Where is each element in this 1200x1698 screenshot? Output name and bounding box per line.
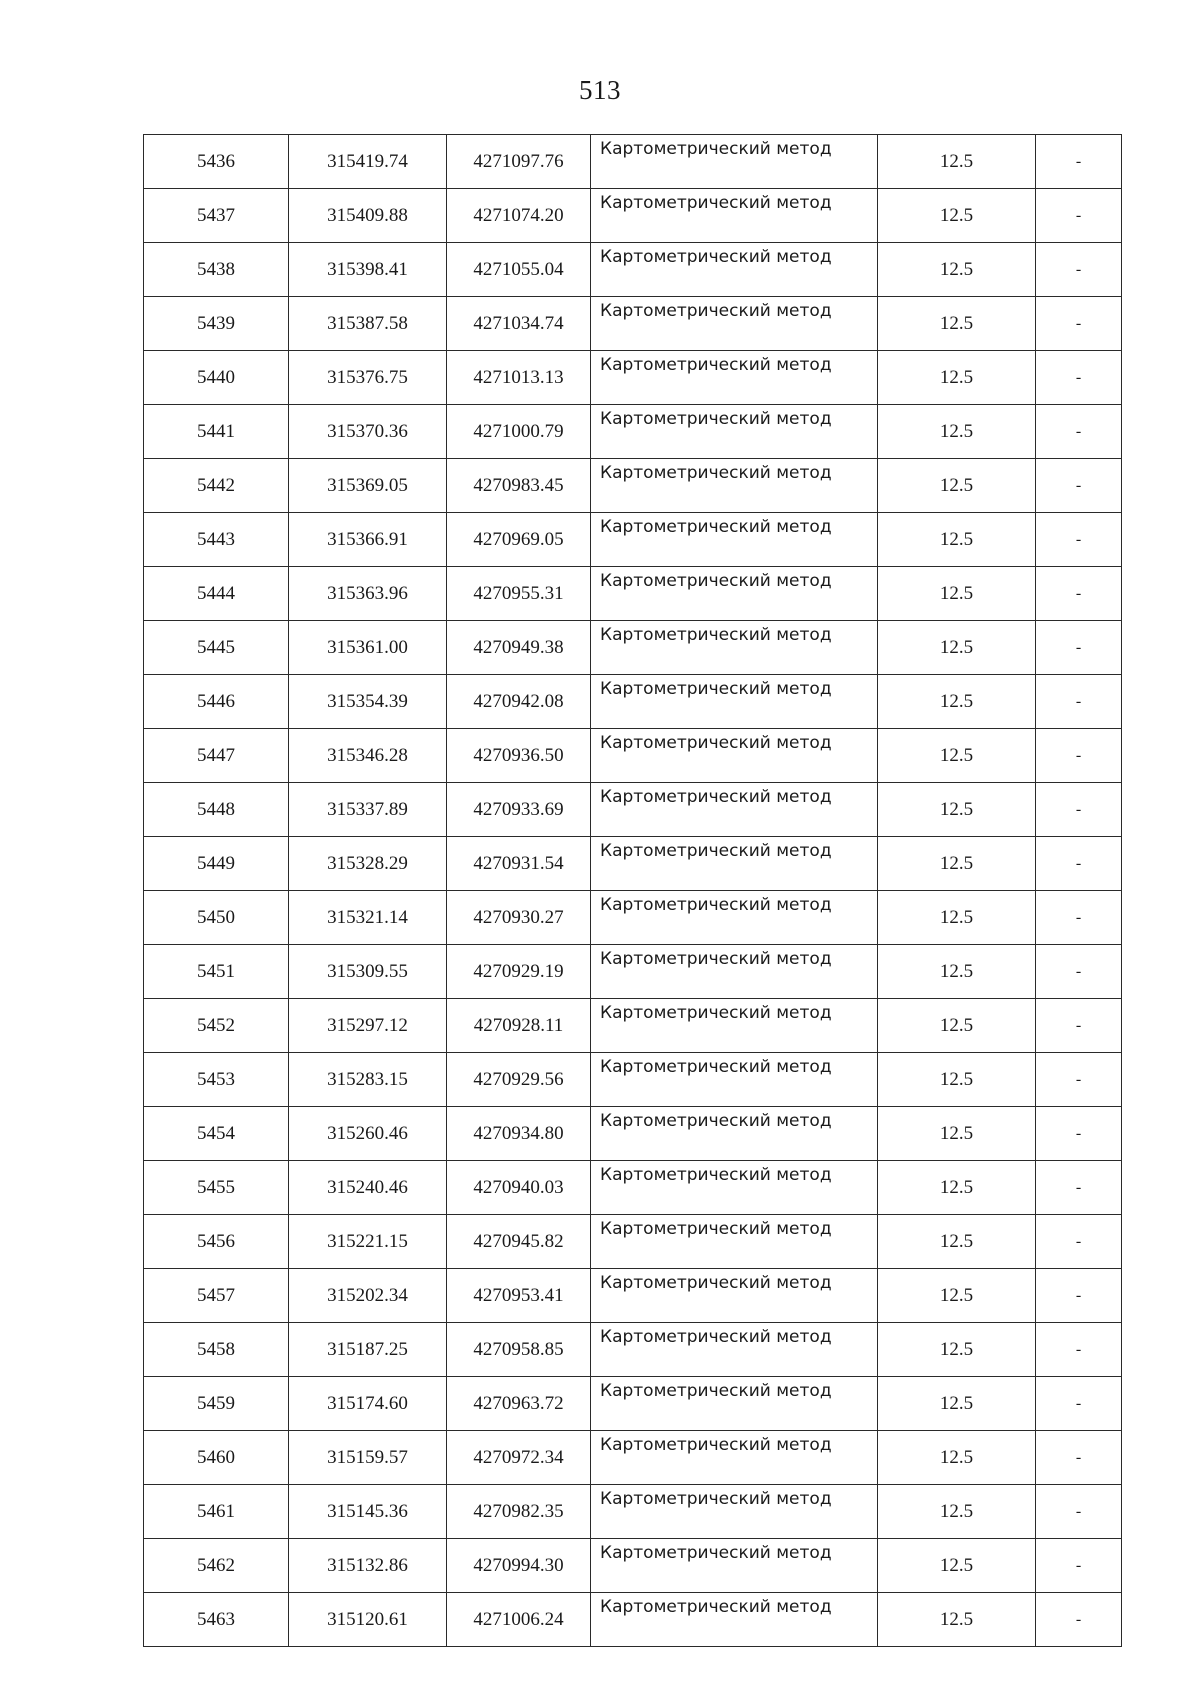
accuracy-cell: 12.5 (878, 1215, 1036, 1269)
method-cell: Картометрический метод (591, 1269, 878, 1323)
table-row (144, 837, 1122, 891)
method-cell: Картометрический метод (591, 1323, 878, 1377)
accuracy-cell: 12.5 (878, 999, 1036, 1053)
y-coordinate-cell: 4271074.20 (447, 189, 591, 243)
method-cell: Картометрический метод (591, 459, 878, 513)
note-cell: - (1036, 189, 1122, 243)
table-row (144, 135, 1122, 189)
x-coordinate-cell: 315354.39 (289, 675, 447, 729)
x-coordinate-cell: 315409.88 (289, 189, 447, 243)
point-number-cell: 5445 (144, 621, 289, 675)
note-cell: - (1036, 621, 1122, 675)
accuracy-cell: 12.5 (878, 567, 1036, 621)
point-number-cell: 5462 (144, 1539, 289, 1593)
table-row (144, 1215, 1122, 1269)
table-row (144, 621, 1122, 675)
method-cell: Картометрический метод (591, 1431, 878, 1485)
note-cell: - (1036, 783, 1122, 837)
y-coordinate-cell: 4270929.56 (447, 1053, 591, 1107)
point-number-cell: 5456 (144, 1215, 289, 1269)
method-cell: Картометрический метод (591, 621, 878, 675)
y-coordinate-cell: 4270969.05 (447, 513, 591, 567)
x-coordinate-cell: 315145.36 (289, 1485, 447, 1539)
method-cell: Картометрический метод (591, 1107, 878, 1161)
method-cell: Картометрический метод (591, 405, 878, 459)
x-coordinate-cell: 315363.96 (289, 567, 447, 621)
table-row (144, 1161, 1122, 1215)
table-row (144, 405, 1122, 459)
accuracy-cell: 12.5 (878, 243, 1036, 297)
point-number-cell: 5463 (144, 1593, 289, 1647)
accuracy-cell: 12.5 (878, 189, 1036, 243)
y-coordinate-cell: 4271006.24 (447, 1593, 591, 1647)
note-cell: - (1036, 1269, 1122, 1323)
y-coordinate-cell: 4270972.34 (447, 1431, 591, 1485)
note-cell: - (1036, 405, 1122, 459)
table-row (144, 891, 1122, 945)
x-coordinate-cell: 315132.86 (289, 1539, 447, 1593)
point-number-cell: 5440 (144, 351, 289, 405)
point-number-cell: 5451 (144, 945, 289, 999)
x-coordinate-cell: 315221.15 (289, 1215, 447, 1269)
note-cell: - (1036, 891, 1122, 945)
accuracy-cell: 12.5 (878, 1431, 1036, 1485)
note-cell: - (1036, 513, 1122, 567)
accuracy-cell: 12.5 (878, 1161, 1036, 1215)
x-coordinate-cell: 315328.29 (289, 837, 447, 891)
point-number-cell: 5444 (144, 567, 289, 621)
point-number-cell: 5459 (144, 1377, 289, 1431)
y-coordinate-cell: 4271034.74 (447, 297, 591, 351)
table-row (144, 459, 1122, 513)
method-cell: Картометрический метод (591, 783, 878, 837)
point-number-cell: 5461 (144, 1485, 289, 1539)
accuracy-cell: 12.5 (878, 135, 1036, 189)
accuracy-cell: 12.5 (878, 945, 1036, 999)
note-cell: - (1036, 351, 1122, 405)
x-coordinate-cell: 315361.00 (289, 621, 447, 675)
method-cell: Картометрический метод (591, 1539, 878, 1593)
method-cell: Картометрический метод (591, 891, 878, 945)
table-row (144, 1107, 1122, 1161)
method-cell: Картометрический метод (591, 945, 878, 999)
y-coordinate-cell: 4270949.38 (447, 621, 591, 675)
table-row (144, 1377, 1122, 1431)
accuracy-cell: 12.5 (878, 513, 1036, 567)
method-cell: Картометрический метод (591, 1053, 878, 1107)
table-row (144, 1323, 1122, 1377)
point-number-cell: 5446 (144, 675, 289, 729)
table-row (144, 567, 1122, 621)
accuracy-cell: 12.5 (878, 297, 1036, 351)
x-coordinate-cell: 315419.74 (289, 135, 447, 189)
x-coordinate-cell: 315387.58 (289, 297, 447, 351)
x-coordinate-cell: 315174.60 (289, 1377, 447, 1431)
y-coordinate-cell: 4271000.79 (447, 405, 591, 459)
accuracy-cell: 12.5 (878, 1485, 1036, 1539)
point-number-cell: 5436 (144, 135, 289, 189)
method-cell: Картометрический метод (591, 567, 878, 621)
method-cell: Картометрический метод (591, 1377, 878, 1431)
table-row (144, 189, 1122, 243)
y-coordinate-cell: 4270928.11 (447, 999, 591, 1053)
point-number-cell: 5441 (144, 405, 289, 459)
x-coordinate-cell: 315321.14 (289, 891, 447, 945)
note-cell: - (1036, 243, 1122, 297)
note-cell: - (1036, 1053, 1122, 1107)
method-cell: Картометрический метод (591, 675, 878, 729)
accuracy-cell: 12.5 (878, 351, 1036, 405)
note-cell: - (1036, 297, 1122, 351)
method-cell: Картометрический метод (591, 513, 878, 567)
point-number-cell: 5455 (144, 1161, 289, 1215)
x-coordinate-cell: 315159.57 (289, 1431, 447, 1485)
point-number-cell: 5443 (144, 513, 289, 567)
x-coordinate-cell: 315398.41 (289, 243, 447, 297)
note-cell: - (1036, 729, 1122, 783)
x-coordinate-cell: 315240.46 (289, 1161, 447, 1215)
method-cell: Картометрический метод (591, 729, 878, 783)
y-coordinate-cell: 4271055.04 (447, 243, 591, 297)
x-coordinate-cell: 315346.28 (289, 729, 447, 783)
note-cell: - (1036, 945, 1122, 999)
page-number: 513 (579, 75, 621, 105)
table-row (144, 1485, 1122, 1539)
y-coordinate-cell: 4271097.76 (447, 135, 591, 189)
table-row (144, 675, 1122, 729)
table-row (144, 999, 1122, 1053)
table-row (144, 243, 1122, 297)
table-row (144, 1539, 1122, 1593)
method-cell: Картометрический метод (591, 837, 878, 891)
note-cell: - (1036, 837, 1122, 891)
table-row (144, 729, 1122, 783)
x-coordinate-cell: 315309.55 (289, 945, 447, 999)
y-coordinate-cell: 4270929.19 (447, 945, 591, 999)
note-cell: - (1036, 459, 1122, 513)
method-cell: Картометрический метод (591, 1161, 878, 1215)
accuracy-cell: 12.5 (878, 1323, 1036, 1377)
table-row (144, 1431, 1122, 1485)
x-coordinate-cell: 315283.15 (289, 1053, 447, 1107)
note-cell: - (1036, 567, 1122, 621)
x-coordinate-cell: 315187.25 (289, 1323, 447, 1377)
y-coordinate-cell: 4270958.85 (447, 1323, 591, 1377)
table-row (144, 1269, 1122, 1323)
x-coordinate-cell: 315369.05 (289, 459, 447, 513)
accuracy-cell: 12.5 (878, 1539, 1036, 1593)
method-cell: Картометрический метод (591, 1593, 878, 1647)
note-cell: - (1036, 1107, 1122, 1161)
coordinates-table (143, 134, 1122, 1647)
point-number-cell: 5448 (144, 783, 289, 837)
y-coordinate-cell: 4270936.50 (447, 729, 591, 783)
table-row (144, 297, 1122, 351)
note-cell: - (1036, 1377, 1122, 1431)
y-coordinate-cell: 4270933.69 (447, 783, 591, 837)
accuracy-cell: 12.5 (878, 1593, 1036, 1647)
y-coordinate-cell: 4271013.13 (447, 351, 591, 405)
x-coordinate-cell: 315297.12 (289, 999, 447, 1053)
y-coordinate-cell: 4270963.72 (447, 1377, 591, 1431)
point-number-cell: 5437 (144, 189, 289, 243)
method-cell: Картометрический метод (591, 243, 878, 297)
x-coordinate-cell: 315366.91 (289, 513, 447, 567)
point-number-cell: 5453 (144, 1053, 289, 1107)
x-coordinate-cell: 315370.36 (289, 405, 447, 459)
point-number-cell: 5460 (144, 1431, 289, 1485)
y-coordinate-cell: 4270994.30 (447, 1539, 591, 1593)
table-row (144, 513, 1122, 567)
x-coordinate-cell: 315376.75 (289, 351, 447, 405)
note-cell: - (1036, 999, 1122, 1053)
accuracy-cell: 12.5 (878, 783, 1036, 837)
note-cell: - (1036, 1593, 1122, 1647)
point-number-cell: 5452 (144, 999, 289, 1053)
note-cell: - (1036, 1485, 1122, 1539)
table-row (144, 351, 1122, 405)
accuracy-cell: 12.5 (878, 459, 1036, 513)
point-number-cell: 5457 (144, 1269, 289, 1323)
y-coordinate-cell: 4270930.27 (447, 891, 591, 945)
x-coordinate-cell: 315202.34 (289, 1269, 447, 1323)
accuracy-cell: 12.5 (878, 891, 1036, 945)
note-cell: - (1036, 1161, 1122, 1215)
point-number-cell: 5447 (144, 729, 289, 783)
y-coordinate-cell: 4270942.08 (447, 675, 591, 729)
method-cell: Картометрический метод (591, 189, 878, 243)
y-coordinate-cell: 4270953.41 (447, 1269, 591, 1323)
y-coordinate-cell: 4270931.54 (447, 837, 591, 891)
note-cell: - (1036, 1323, 1122, 1377)
note-cell: - (1036, 675, 1122, 729)
point-number-cell: 5449 (144, 837, 289, 891)
method-cell: Картометрический метод (591, 1485, 878, 1539)
accuracy-cell: 12.5 (878, 1107, 1036, 1161)
table-row (144, 783, 1122, 837)
y-coordinate-cell: 4270940.03 (447, 1161, 591, 1215)
table-row (144, 945, 1122, 999)
accuracy-cell: 12.5 (878, 1269, 1036, 1323)
y-coordinate-cell: 4270955.31 (447, 567, 591, 621)
x-coordinate-cell: 315337.89 (289, 783, 447, 837)
y-coordinate-cell: 4270983.45 (447, 459, 591, 513)
accuracy-cell: 12.5 (878, 837, 1036, 891)
note-cell: - (1036, 1215, 1122, 1269)
method-cell: Картометрический метод (591, 351, 878, 405)
point-number-cell: 5454 (144, 1107, 289, 1161)
method-cell: Картометрический метод (591, 297, 878, 351)
point-number-cell: 5450 (144, 891, 289, 945)
x-coordinate-cell: 315120.61 (289, 1593, 447, 1647)
y-coordinate-cell: 4270945.82 (447, 1215, 591, 1269)
y-coordinate-cell: 4270982.35 (447, 1485, 591, 1539)
point-number-cell: 5442 (144, 459, 289, 513)
point-number-cell: 5439 (144, 297, 289, 351)
y-coordinate-cell: 4270934.80 (447, 1107, 591, 1161)
accuracy-cell: 12.5 (878, 729, 1036, 783)
table-row (144, 1053, 1122, 1107)
point-number-cell: 5438 (144, 243, 289, 297)
method-cell: Картометрический метод (591, 999, 878, 1053)
accuracy-cell: 12.5 (878, 405, 1036, 459)
point-number-cell: 5458 (144, 1323, 289, 1377)
method-cell: Картометрический метод (591, 135, 878, 189)
coordinates-table-body (144, 135, 1122, 1647)
note-cell: - (1036, 1539, 1122, 1593)
accuracy-cell: 12.5 (878, 1377, 1036, 1431)
accuracy-cell: 12.5 (878, 1053, 1036, 1107)
accuracy-cell: 12.5 (878, 621, 1036, 675)
note-cell: - (1036, 135, 1122, 189)
note-cell: - (1036, 1431, 1122, 1485)
table-row (144, 1593, 1122, 1647)
x-coordinate-cell: 315260.46 (289, 1107, 447, 1161)
accuracy-cell: 12.5 (878, 675, 1036, 729)
method-cell: Картометрический метод (591, 1215, 878, 1269)
